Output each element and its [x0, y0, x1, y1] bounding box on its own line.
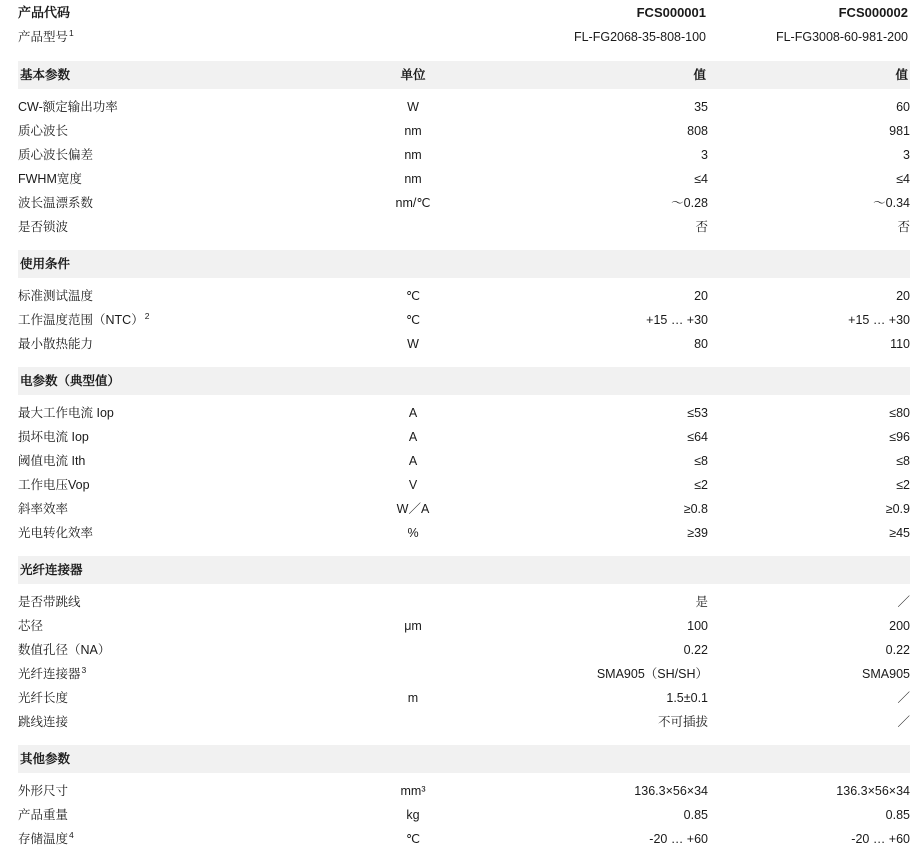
row-unit: ℃ [405, 313, 421, 327]
row-unit: W [407, 337, 419, 351]
row-label-text: 工作温度范围（NTC） [18, 313, 144, 327]
row-value-1: 136.3×56×34 [634, 784, 708, 798]
row-unit: A [408, 430, 418, 444]
table-row [18, 284, 910, 308]
table-row [18, 425, 910, 449]
row-value-1: 1.5±0.1 [666, 691, 708, 705]
row-unit: W [407, 100, 419, 114]
row-value-1: SMA905（SH/SH） [596, 667, 708, 681]
row-value-1: ≤4 [694, 172, 708, 186]
row-value-2: ／ [897, 595, 910, 609]
product-model-col2: FL-FG3008-60-981-200 [775, 30, 908, 44]
section-header-conditions [18, 250, 910, 278]
product-model-row [18, 25, 910, 50]
section-spacer [18, 356, 910, 367]
table-row [18, 143, 910, 167]
row-label: 是否带跳线 [18, 595, 81, 609]
row-value-2: ≤2 [896, 478, 910, 492]
section-spacer [18, 239, 910, 250]
row-value-1: 35 [694, 100, 708, 114]
table-row [18, 308, 910, 332]
row-label: FWHM宽度 [18, 172, 82, 186]
row-value-2: 0.22 [885, 643, 910, 657]
product-model-spacer [348, 25, 478, 50]
row-label [18, 662, 348, 686]
column-header-unit: 单位 [348, 61, 478, 89]
row-value-1: ≥39 [687, 526, 708, 540]
row-value-2: 0.85 [885, 808, 910, 822]
row-value-1: 20 [694, 289, 708, 303]
table-row [18, 662, 910, 686]
row-value-1: 3 [701, 148, 708, 162]
row-label: 最大工作电流 Iop [18, 406, 114, 420]
row-value-2: ～0.34 [873, 196, 910, 210]
section-value-cell-2 [708, 556, 910, 584]
product-code-col1: FCS000001 [636, 5, 706, 20]
row-label [18, 308, 348, 332]
row-unit: nm [404, 148, 422, 162]
product-model-col1: FL-FG2068-35-808-100 [573, 30, 706, 44]
section-value-cell-1 [478, 367, 708, 395]
row-value-1: 100 [687, 619, 708, 633]
column-header-value-1: 值 [478, 61, 708, 89]
row-value-2: ／ [897, 691, 910, 705]
row-label: 波长温漂系数 [18, 196, 94, 210]
row-label-text: 存储温度 [18, 832, 69, 846]
table-row [18, 710, 910, 734]
row-label-text: 光纤连接器 [18, 667, 81, 681]
row-unit [348, 215, 478, 239]
row-value-2: ≤96 [889, 430, 910, 444]
row-label: 标准测试温度 [18, 289, 94, 303]
table-row [18, 191, 910, 215]
section-value-cell-2 [708, 250, 910, 278]
row-label: 芯径 [18, 619, 44, 633]
row-label: 质心波长偏差 [18, 148, 94, 162]
row-value-1: -20 … +60 [649, 832, 708, 846]
section-header-electrical [18, 367, 910, 395]
table-row [18, 497, 910, 521]
product-code-row [18, 0, 910, 25]
row-value-1: 不可插拔 [657, 715, 708, 729]
row-footnote-marker: 2 [144, 310, 150, 321]
row-unit: % [407, 526, 419, 540]
row-unit: μm [404, 619, 422, 633]
column-header-value-2: 值 [708, 61, 910, 89]
product-code-label: 产品代码 [18, 5, 71, 20]
table-row [18, 215, 910, 239]
table-row [18, 119, 910, 143]
table-row [18, 827, 910, 851]
section-header-other [18, 745, 910, 773]
row-unit: nm [404, 124, 422, 138]
row-value-2: ≥0.9 [885, 502, 910, 516]
row-label: CW-额定输出功率 [18, 100, 118, 114]
row-value-2: 136.3×56×34 [836, 784, 910, 798]
row-unit [348, 638, 478, 662]
row-unit: W／A [396, 502, 430, 516]
row-value-1: ≤2 [694, 478, 708, 492]
row-value-1: ≤64 [687, 430, 708, 444]
row-unit [348, 590, 478, 614]
row-unit: A [408, 454, 418, 468]
row-label: 外形尺寸 [18, 784, 69, 798]
row-label: 阈值电流 Ith [18, 454, 86, 468]
row-unit [348, 662, 478, 686]
row-value-1: 808 [687, 124, 708, 138]
row-value-1: 80 [694, 337, 708, 351]
row-value-2: ／ [897, 715, 910, 729]
row-unit: m [407, 691, 419, 705]
row-value-2: +15 … +30 [848, 313, 910, 327]
section-value-cell-1 [478, 250, 708, 278]
row-value-2: 110 [890, 337, 910, 351]
section-title: 基本参数 [18, 61, 348, 89]
row-value-2: SMA905 [862, 667, 910, 681]
table-row [18, 521, 910, 545]
table-row [18, 803, 910, 827]
row-label: 光纤长度 [18, 691, 69, 705]
row-label: 工作电压Vop [18, 478, 90, 492]
row-unit [348, 710, 478, 734]
product-model-footnote-marker: 1 [69, 27, 74, 38]
section-unit-cell [348, 367, 478, 395]
row-value-2: 20 [896, 289, 910, 303]
row-label: 最小散热能力 [18, 337, 94, 351]
section-title: 电参数（典型值） [18, 367, 348, 395]
section-value-cell-2 [708, 745, 910, 773]
row-value-2: 3 [903, 148, 910, 162]
row-value-1: 0.85 [683, 808, 708, 822]
table-row [18, 167, 910, 191]
section-value-cell-1 [478, 556, 708, 584]
row-unit: nm [404, 172, 422, 186]
row-label: 是否锁波 [18, 220, 69, 234]
table-row [18, 590, 910, 614]
row-label: 斜率效率 [18, 502, 69, 516]
row-label: 损坏电流 Iop [18, 430, 89, 444]
row-value-1: ≥0.8 [683, 502, 708, 516]
section-title: 其他参数 [18, 745, 348, 773]
section-title: 光纤连接器 [18, 556, 348, 584]
row-footnote-marker: 3 [81, 664, 87, 675]
table-row [18, 401, 910, 425]
section-spacer [18, 545, 910, 556]
row-footnote-marker: 4 [69, 829, 74, 840]
row-value-2: 否 [897, 220, 910, 234]
row-unit: kg [406, 808, 420, 822]
table-row [18, 95, 910, 119]
table-row [18, 686, 910, 710]
row-unit: ℃ [405, 832, 421, 846]
row-value-2: ≥45 [889, 526, 910, 540]
row-label: 数值孔径（NA） [18, 643, 111, 657]
section-unit-cell [348, 250, 478, 278]
section-unit-cell [348, 745, 478, 773]
row-value-2: -20 … +60 [851, 832, 910, 846]
row-label: 光电转化效率 [18, 526, 94, 540]
row-value-1: 否 [695, 220, 708, 234]
row-value-2: ≤80 [889, 406, 910, 420]
row-value-2: 200 [889, 619, 910, 633]
row-value-2: 60 [896, 100, 910, 114]
section-header-fiber-connector [18, 556, 910, 584]
row-value-2: 981 [889, 124, 910, 138]
row-value-1: ≤8 [694, 454, 708, 468]
row-value-1: ≤53 [687, 406, 708, 420]
row-value-1: 0.22 [683, 643, 708, 657]
section-unit-cell [348, 556, 478, 584]
row-value-1: +15 … +30 [646, 313, 708, 327]
product-code-col2: FCS000002 [838, 5, 908, 20]
row-value-2: ≤8 [896, 454, 910, 468]
table-row [18, 614, 910, 638]
row-value-2: ≤4 [896, 172, 910, 186]
product-code-spacer [348, 0, 478, 25]
table-row [18, 473, 910, 497]
row-unit: ℃ [405, 289, 421, 303]
section-value-cell-1 [478, 745, 708, 773]
header-spacer [18, 50, 910, 61]
table-row [18, 332, 910, 356]
row-label [18, 827, 348, 851]
table-row [18, 638, 910, 662]
row-value-1: ～0.28 [671, 196, 708, 210]
section-header-basic [18, 61, 910, 89]
section-value-cell-2 [708, 367, 910, 395]
section-spacer [18, 734, 910, 745]
table-body [18, 0, 910, 851]
product-model-label-text: 产品型号 [18, 30, 69, 44]
section-title: 使用条件 [18, 250, 348, 278]
row-unit: nm/℃ [395, 196, 431, 210]
row-label: 质心波长 [18, 124, 69, 138]
product-model-label [18, 25, 348, 50]
row-value-1: 是 [695, 595, 708, 609]
specification-table [18, 0, 910, 851]
table-row [18, 779, 910, 803]
table-row [18, 449, 910, 473]
row-label: 产品重量 [18, 808, 69, 822]
row-unit: mm³ [400, 784, 426, 798]
row-unit: A [408, 406, 418, 420]
row-label: 跳线连接 [18, 715, 69, 729]
row-unit: V [408, 478, 418, 492]
